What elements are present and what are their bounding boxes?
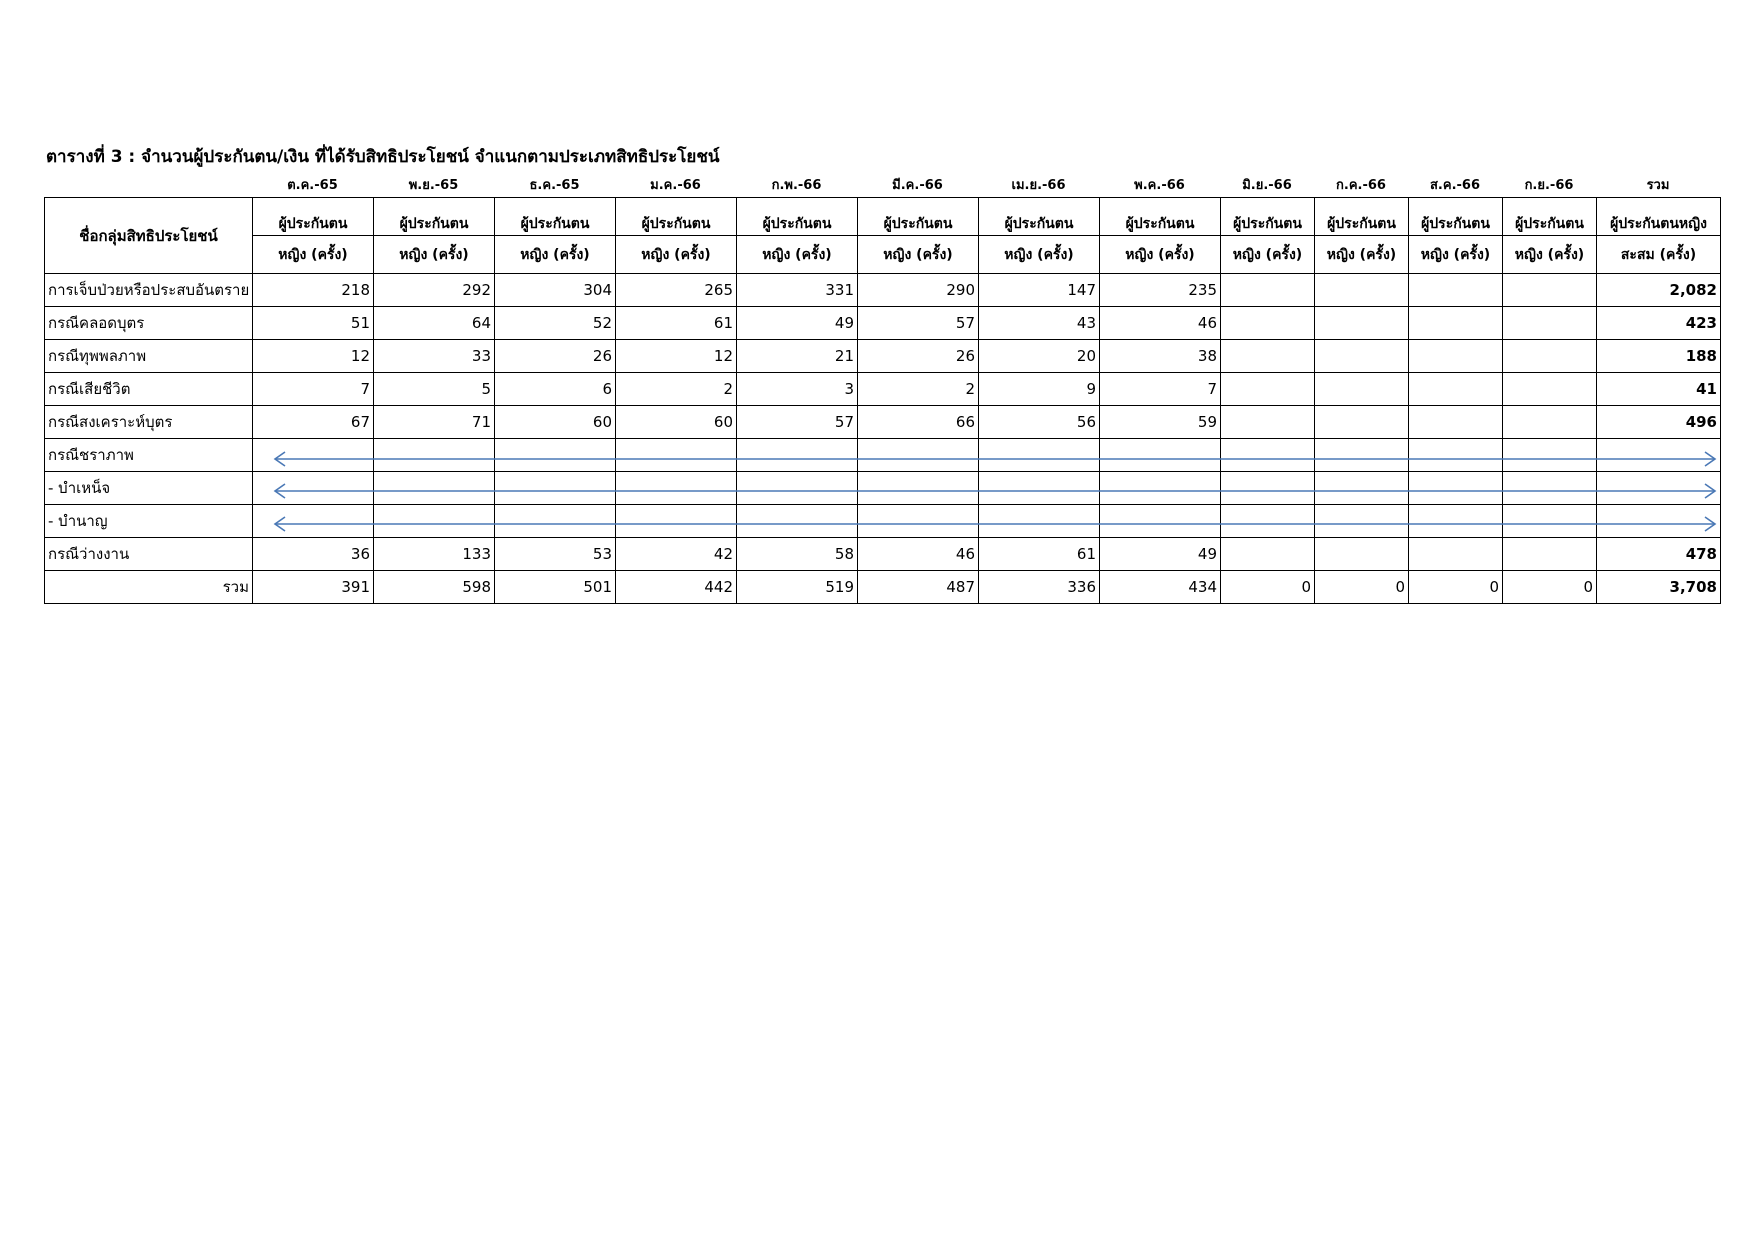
table-cell [858, 439, 979, 472]
table-cell [1100, 472, 1221, 505]
row-total: 188 [1597, 340, 1721, 373]
col-header-sub: หญิง (ครั้ง) [1100, 236, 1221, 274]
table-cell [1503, 406, 1597, 439]
table-cell [1315, 340, 1409, 373]
table-cell: 59 [1100, 406, 1221, 439]
table-cell: 33 [374, 340, 495, 373]
table-cell [1315, 373, 1409, 406]
col-header-sub: หญิง (ครั้ง) [495, 236, 616, 274]
month-label: ก.พ.-66 [771, 178, 822, 193]
col-header-sub: หญิง (ครั้ง) [1409, 236, 1503, 274]
table-cell [374, 505, 495, 538]
table-cell [616, 439, 737, 472]
table-cell: 42 [616, 538, 737, 571]
month-label: ก.ค.-66 [1336, 178, 1386, 193]
table-cell: 331 [737, 274, 858, 307]
table-cell [1221, 439, 1315, 472]
table-cell: 6 [495, 373, 616, 406]
total-cell: 336 [979, 571, 1100, 604]
table-cell: 21 [737, 340, 858, 373]
table-title: ตารางที่ 3 : จำนวนผู้ประกันตน/เงิน ที่ได้รับสิทธิประโยชน์ จำแนกตามประเภทสิทธิประโยชน์ [46, 147, 720, 167]
month-label: ก.ย.-66 [1524, 178, 1574, 193]
table-cell [1221, 406, 1315, 439]
total-cell: 0 [1315, 571, 1409, 604]
table-cell: 12 [253, 340, 374, 373]
row-label: กรณีเสียชีวิต [45, 373, 253, 406]
table-row [45, 505, 1721, 538]
row-label: การเจ็บป่วยหรือประสบอันตราย [45, 274, 253, 307]
table-cell: 2 [858, 373, 979, 406]
table-cell [1409, 406, 1503, 439]
row-total: 478 [1597, 538, 1721, 571]
col-header: ผู้ประกันตน [737, 198, 858, 236]
table-cell [737, 505, 858, 538]
table-cell: 58 [737, 538, 858, 571]
total-row-label: รวม [45, 571, 253, 604]
table-cell: 36 [253, 538, 374, 571]
month-label: รวม [1646, 178, 1670, 193]
table-cell [1503, 274, 1597, 307]
table-cell [1409, 439, 1503, 472]
month-label: พ.ย.-65 [408, 178, 459, 193]
table-cell [616, 472, 737, 505]
table-cell: 133 [374, 538, 495, 571]
row-total: 41 [1597, 373, 1721, 406]
row-total: 496 [1597, 406, 1721, 439]
row-label: กรณีคลอดบุตร [45, 307, 253, 340]
col-header: ผู้ประกันตน [495, 198, 616, 236]
table-cell [1221, 505, 1315, 538]
total-cell: 0 [1221, 571, 1315, 604]
table-cell [979, 439, 1100, 472]
table-cell [1315, 472, 1409, 505]
table-cell [253, 505, 374, 538]
table-cell: 71 [374, 406, 495, 439]
table-cell: 64 [374, 307, 495, 340]
table-cell: 60 [495, 406, 616, 439]
table-cell: 66 [858, 406, 979, 439]
table-cell: 7 [1100, 373, 1221, 406]
table-cell [1221, 373, 1315, 406]
col-header-sub: หญิง (ครั้ง) [616, 236, 737, 274]
month-label: ต.ค.-65 [287, 178, 338, 193]
row-label: กรณีทุพพลภาพ [45, 340, 253, 373]
col-header-sub: หญิง (ครั้ง) [253, 236, 374, 274]
month-header-row [44, 176, 1720, 196]
table-cell [1315, 406, 1409, 439]
month-label: ธ.ค.-65 [529, 178, 580, 193]
total-cell: 0 [1503, 571, 1597, 604]
table-cell: 2 [616, 373, 737, 406]
col-header: ผู้ประกันตน [1503, 198, 1597, 236]
col-header-sub: หญิง (ครั้ง) [737, 236, 858, 274]
benefit-table [44, 197, 1721, 604]
table-cell [1409, 274, 1503, 307]
table-cell [979, 472, 1100, 505]
table-row [45, 406, 1721, 439]
col-header: ผู้ประกันตน [374, 198, 495, 236]
table-cell [1409, 472, 1503, 505]
table-row [45, 538, 1721, 571]
table-cell: 304 [495, 274, 616, 307]
table-cell: 38 [1100, 340, 1221, 373]
total-cell: 442 [616, 571, 737, 604]
table-cell: 56 [979, 406, 1100, 439]
table-cell [495, 439, 616, 472]
total-cell: 0 [1409, 571, 1503, 604]
table-cell: 49 [737, 307, 858, 340]
header-row-2 [45, 236, 1721, 274]
table-cell [374, 472, 495, 505]
table-cell: 49 [1100, 538, 1221, 571]
table-cell [1409, 307, 1503, 340]
col-header-sub: หญิง (ครั้ง) [858, 236, 979, 274]
table-cell: 57 [858, 307, 979, 340]
table-cell: 265 [616, 274, 737, 307]
table-cell: 147 [979, 274, 1100, 307]
table-cell [1503, 505, 1597, 538]
table-cell: 235 [1100, 274, 1221, 307]
row-label: กรณีชราภาพ [45, 439, 253, 472]
month-label: พ.ค.-66 [1134, 178, 1185, 193]
table-cell [1503, 472, 1597, 505]
table-row [45, 472, 1721, 505]
table-cell [1409, 373, 1503, 406]
grand-total: 3,708 [1597, 571, 1721, 604]
table-row [45, 373, 1721, 406]
table-cell: 9 [979, 373, 1100, 406]
table-cell [737, 472, 858, 505]
table-cell: 52 [495, 307, 616, 340]
total-col-header: ผู้ประกันตนหญิง [1597, 198, 1721, 236]
col-header: ผู้ประกันตน [1409, 198, 1503, 236]
table-cell: 61 [616, 307, 737, 340]
table-cell [616, 505, 737, 538]
table-cell [253, 439, 374, 472]
row-label: - บำเหน็จ [45, 472, 253, 505]
table-cell: 46 [858, 538, 979, 571]
row-total: 2,082 [1597, 274, 1721, 307]
table-cell: 218 [253, 274, 374, 307]
table-cell [979, 505, 1100, 538]
total-cell: 434 [1100, 571, 1221, 604]
col-header-sub: หญิง (ครั้ง) [979, 236, 1100, 274]
month-label: มิ.ย.-66 [1242, 178, 1292, 193]
month-label: ม.ค.-66 [650, 178, 701, 193]
total-cell: 391 [253, 571, 374, 604]
total-cell: 519 [737, 571, 858, 604]
table-cell [495, 472, 616, 505]
total-cell: 598 [374, 571, 495, 604]
table-cell: 57 [737, 406, 858, 439]
total-cell: 487 [858, 571, 979, 604]
total-row [45, 571, 1721, 604]
row-total [1597, 472, 1721, 505]
table-cell [1315, 538, 1409, 571]
table-cell: 60 [616, 406, 737, 439]
table-cell [1409, 505, 1503, 538]
col-header-sub: หญิง (ครั้ง) [1503, 236, 1597, 274]
group-header: ชื่อกลุ่มสิทธิประโยชน์ [45, 198, 253, 274]
table-cell [1503, 373, 1597, 406]
table-cell [1315, 439, 1409, 472]
total-col-header-sub: สะสม (ครั้ง) [1597, 236, 1721, 274]
total-cell: 501 [495, 571, 616, 604]
table-row [45, 340, 1721, 373]
table-cell [858, 472, 979, 505]
table-cell [1100, 505, 1221, 538]
col-header: ผู้ประกันตน [616, 198, 737, 236]
table-cell [253, 472, 374, 505]
table-cell: 12 [616, 340, 737, 373]
table-cell: 53 [495, 538, 616, 571]
table-cell [1315, 274, 1409, 307]
table-cell [1221, 538, 1315, 571]
table-cell: 43 [979, 307, 1100, 340]
table-cell: 46 [1100, 307, 1221, 340]
table-cell [1315, 307, 1409, 340]
table-row [45, 439, 1721, 472]
table-cell [1503, 307, 1597, 340]
table-cell [1503, 340, 1597, 373]
table-cell: 3 [737, 373, 858, 406]
table-cell [1221, 340, 1315, 373]
table-cell: 61 [979, 538, 1100, 571]
table-cell [737, 439, 858, 472]
table-cell [495, 505, 616, 538]
table-cell: 26 [858, 340, 979, 373]
row-label: กรณีสงเคราะห์บุตร [45, 406, 253, 439]
table-row [45, 274, 1721, 307]
row-total [1597, 505, 1721, 538]
table-cell [1100, 439, 1221, 472]
table-cell [1221, 274, 1315, 307]
row-total [1597, 439, 1721, 472]
table-cell [1315, 505, 1409, 538]
table-cell [374, 439, 495, 472]
table-cell [858, 505, 979, 538]
month-label: มี.ค.-66 [892, 178, 943, 193]
table-cell: 67 [253, 406, 374, 439]
col-header-sub: หญิง (ครั้ง) [1221, 236, 1315, 274]
table-cell [1221, 307, 1315, 340]
table-cell [1409, 538, 1503, 571]
table-cell [1221, 472, 1315, 505]
table-cell: 26 [495, 340, 616, 373]
col-header: ผู้ประกันตน [1100, 198, 1221, 236]
table-cell: 5 [374, 373, 495, 406]
table-cell: 51 [253, 307, 374, 340]
month-label: ส.ค.-66 [1430, 178, 1480, 193]
col-header: ผู้ประกันตน [858, 198, 979, 236]
row-label: กรณีว่างงาน [45, 538, 253, 571]
table-cell [1409, 340, 1503, 373]
table-cell [1503, 538, 1597, 571]
row-label: - บำนาญ [45, 505, 253, 538]
col-header: ผู้ประกันตน [979, 198, 1100, 236]
table-cell: 20 [979, 340, 1100, 373]
col-header: ผู้ประกันตน [1315, 198, 1409, 236]
col-header-sub: หญิง (ครั้ง) [374, 236, 495, 274]
col-header: ผู้ประกันตน [253, 198, 374, 236]
row-total: 423 [1597, 307, 1721, 340]
col-header-sub: หญิง (ครั้ง) [1315, 236, 1409, 274]
month-label: เม.ย.-66 [1011, 178, 1066, 193]
table-cell: 7 [253, 373, 374, 406]
table-row [45, 307, 1721, 340]
header-row-1 [45, 198, 1721, 236]
col-header: ผู้ประกันตน [1221, 198, 1315, 236]
table-cell [1503, 439, 1597, 472]
table-cell: 290 [858, 274, 979, 307]
table-cell: 292 [374, 274, 495, 307]
